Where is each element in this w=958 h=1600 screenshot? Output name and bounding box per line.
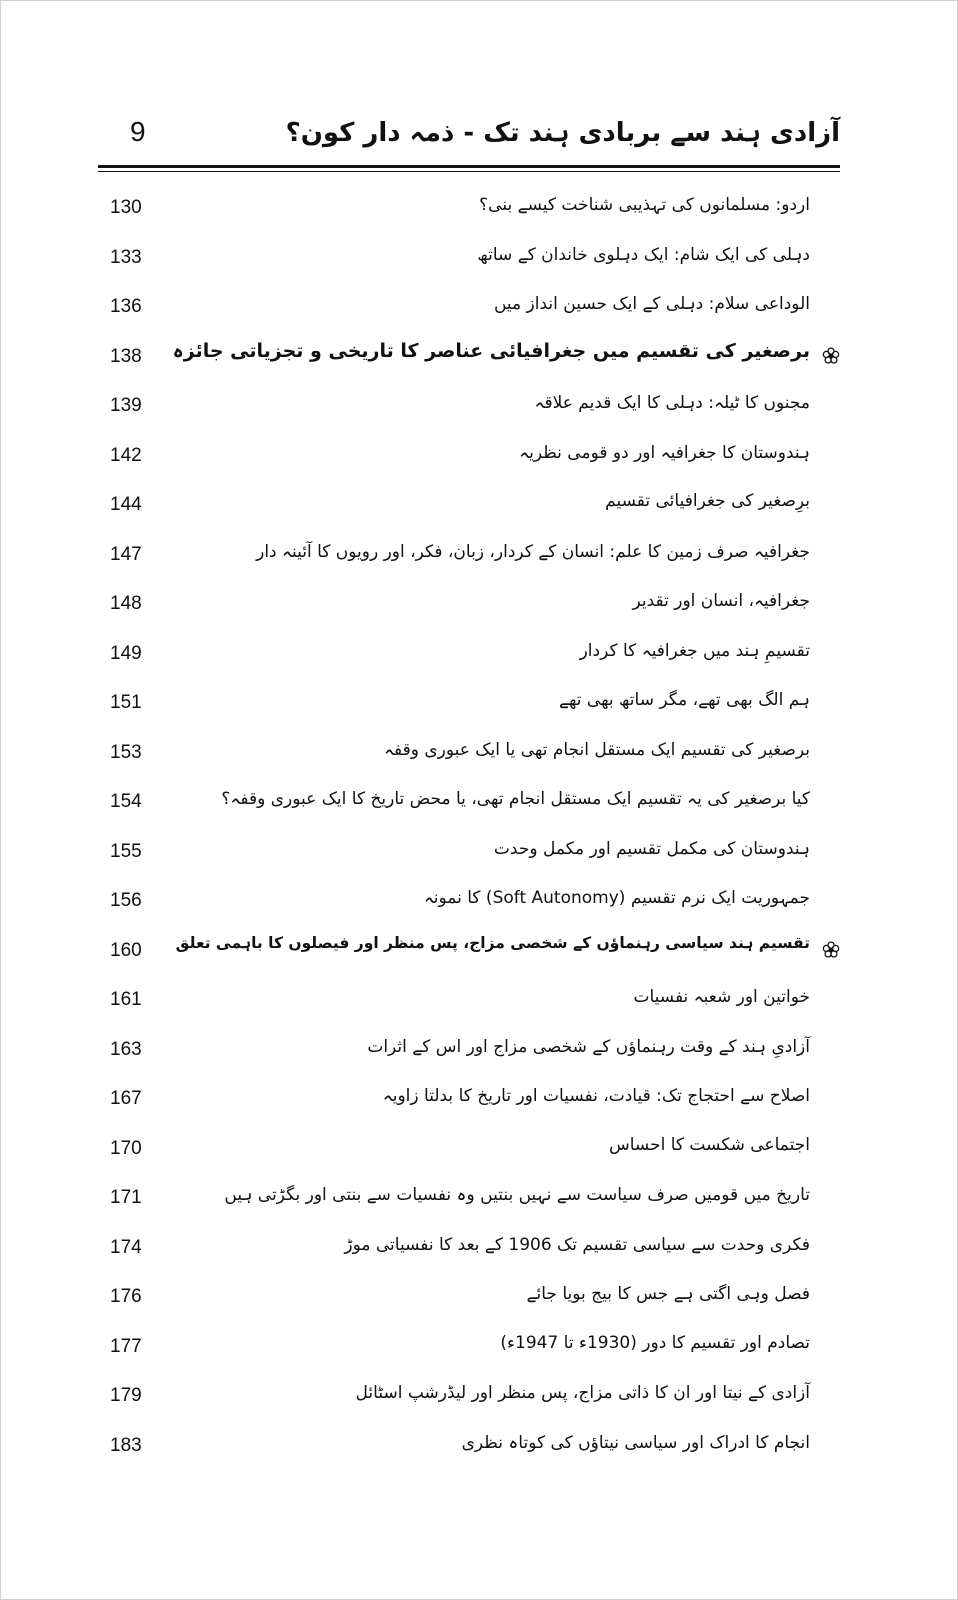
toc-entry-title: ہندوستان کا جغرافیہ اور دو قومی نظریہ xyxy=(519,442,810,463)
toc-row xyxy=(110,675,840,725)
page-header xyxy=(98,112,840,160)
toc-page-number: 171 xyxy=(110,1187,142,1208)
toc-page-number: 183 xyxy=(110,1434,142,1456)
toc-row xyxy=(110,1220,840,1270)
toc-row xyxy=(110,527,840,577)
toc-page-number: 133 xyxy=(110,246,142,268)
toc-row xyxy=(110,1121,840,1171)
toc-page-number: 144 xyxy=(110,494,142,515)
toc-page-number: 179 xyxy=(110,1385,142,1406)
toc-row xyxy=(110,576,840,626)
toc-section-row xyxy=(110,923,840,973)
toc-entry-title: تاریخ میں قومیں صرف سیاست سے نہیں بنتیں وہ نفسیات سے بنتی اور بگڑتی ہیں xyxy=(224,1185,810,1205)
toc-page-number: 177 xyxy=(110,1335,142,1357)
page-number: 9 xyxy=(130,116,146,147)
toc-page-number: 154 xyxy=(110,791,142,812)
toc-row xyxy=(110,477,840,527)
toc-page-number: 156 xyxy=(110,890,142,911)
toc-page-number: 147 xyxy=(110,543,142,565)
toc-row xyxy=(110,1319,840,1369)
toc-page-number: 136 xyxy=(110,296,142,317)
toc-page-number: 151 xyxy=(110,692,142,713)
flower-bullet-icon xyxy=(822,941,840,959)
toc-page-number: 170 xyxy=(110,1137,142,1159)
toc-page-number: 138 xyxy=(110,345,142,367)
toc-entry-title: دہلی کی ایک شام: ایک دہلوی خاندان کے ساتھ xyxy=(477,244,810,265)
toc-page-number: 153 xyxy=(110,741,142,763)
toc-row xyxy=(110,1269,840,1319)
toc-row xyxy=(110,873,840,923)
header-rule-thin xyxy=(98,171,840,172)
toc-entry-title: فکری وحدت سے سیاسی تقسیم تک 1906 کے بعد کا نفسیاتی موڑ xyxy=(344,1234,810,1255)
toc-entry-title: ہم الگ بھی تھے، مگر ساتھ بھی تھے xyxy=(558,690,810,710)
toc-entry-title: اصلاح سے احتجاج تک: قیادت، نفسیات اور تاریخ کا بدلتا زاویہ xyxy=(382,1086,810,1106)
toc-row xyxy=(110,774,840,824)
toc-section-title: برصغیر کی تقسیم میں جغرافیائی عناصر کا تاریخی و تجزیاتی جائزہ xyxy=(172,339,810,362)
toc-row xyxy=(110,1170,840,1220)
toc-page-number: 142 xyxy=(110,444,142,466)
toc-row xyxy=(110,1022,840,1072)
toc-page-number: 176 xyxy=(110,1286,142,1307)
toc-entry-title: خواتین اور شعبہ نفسیات xyxy=(633,987,810,1007)
toc-row xyxy=(110,626,840,676)
toc-entry-title: اردو: مسلمانوں کی تہذیبی شناخت کیسے بنی؟ xyxy=(479,195,810,215)
toc-entry-title: کیا برصغیر کی یہ تقسیم ایک مستقل انجام تھی، یا محض تاریخ کا ایک عبوری وقفہ؟ xyxy=(221,789,810,809)
toc-entry-title: اجتماعی شکست کا احساس xyxy=(609,1134,810,1155)
table-of-contents xyxy=(110,180,840,1467)
toc-entry-title: الوداعی سلام: دہلی کے ایک حسین انداز میں xyxy=(493,294,810,314)
toc-entry-title: جمہوریت ایک نرم تقسیم (Soft Autonomy) کا نمونہ xyxy=(423,888,810,908)
toc-page-number: 174 xyxy=(110,1236,142,1258)
toc-section-title: تقسیم ہند سیاسی رہنماؤں کے شخصی مزاج، پس منظر اور فیصلوں کا باہمی تعلق xyxy=(175,933,810,952)
toc-section-row xyxy=(110,329,840,379)
toc-entry-title: جغرافیہ، انسان اور تقدیر xyxy=(632,591,810,611)
toc-page-number: 161 xyxy=(110,989,142,1010)
toc-page-number: 155 xyxy=(110,840,142,862)
toc-entry-title: فصل وہی اگتی ہے جس کا بیج بویا جائے xyxy=(526,1284,810,1304)
header-rule-thick xyxy=(98,165,840,168)
toc-page-number: 160 xyxy=(110,939,142,961)
toc-entry-title: برصغیر کی تقسیم ایک مستقل انجام تھی یا ایک عبوری وقفہ xyxy=(384,739,810,760)
toc-entry-title: آزادیِ ہند کے وقت رہنماؤں کے شخصی مزاج اور اس کے اثرات xyxy=(367,1036,810,1057)
toc-entry-title: تقسیمِ ہند میں جغرافیہ کا کردار xyxy=(579,640,810,661)
toc-page-number: 130 xyxy=(110,197,142,218)
toc-row xyxy=(110,230,840,280)
toc-row xyxy=(110,428,840,478)
toc-page-number: 148 xyxy=(110,593,142,614)
toc-row xyxy=(110,279,840,329)
toc-row xyxy=(110,378,840,428)
toc-row xyxy=(110,824,840,874)
toc-entry-title: برِصغیر کی جغرافیائی تقسیم xyxy=(605,491,810,511)
toc-row xyxy=(110,180,840,230)
toc-entry-title: تصادم اور تقسیم کا دور (1930ء تا 1947ء) xyxy=(500,1332,810,1353)
flower-bullet-icon xyxy=(822,347,840,365)
toc-entry-title: آزادی کے نیتا اور ان کا ذاتی مزاج، پس منظر اور لیڈرشپ اسٹائل xyxy=(355,1383,810,1403)
toc-entry-title: ہندوستان کی مکمل تقسیم اور مکمل وحدت xyxy=(493,838,810,859)
toc-row xyxy=(110,1418,840,1468)
toc-row xyxy=(110,725,840,775)
toc-row xyxy=(110,1368,840,1418)
toc-entry-title: انجام کا ادراک اور سیاسی نیتاؤں کی کوتاہ نظری xyxy=(461,1432,810,1453)
toc-page-number: 163 xyxy=(110,1038,142,1060)
toc-entry-title: جغرافیہ صرف زمین کا علم: انسان کے کردار، زبان، فکر، اور رویوں کا آئینہ دار xyxy=(256,541,810,562)
toc-page-number: 139 xyxy=(110,395,142,416)
toc-row xyxy=(110,972,840,1022)
toc-page-number: 167 xyxy=(110,1088,142,1109)
toc-row xyxy=(110,1071,840,1121)
running-title: آزادی ہند سے بربادی ہند تک - ذمہ دار کون؟ xyxy=(285,118,840,148)
toc-page-number: 149 xyxy=(110,642,142,664)
toc-entry-title: مجنوں کا ٹیلہ: دہلی کا ایک قدیم علاقہ xyxy=(534,393,810,413)
